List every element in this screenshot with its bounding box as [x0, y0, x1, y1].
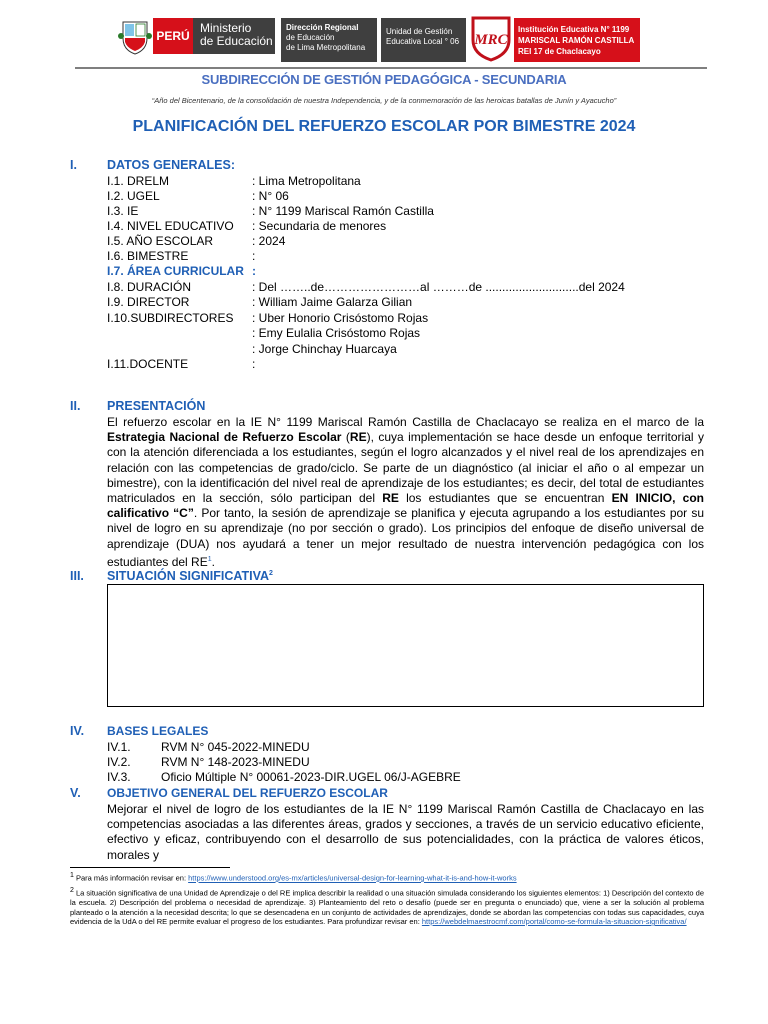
presentacion-paragraph: El refuerzo escolar en la IE N° 1199 Mariscal Ramón Castilla de Chaclacayo se realiza en el marco de la Estrategia Nacional de Refuerzo Escolar (RE), cuya implementación se hace desde un enfoque territorial y con la atención diferenciada a los estudiantes, según el logro alcanzados y el nivel real de los aprendizajes en relación con las competencias de grado/ciclo. Se parte de un diagnóstico (al iniciar el año o al empezar un bimestre), con la identificación del nivel real de aprendizaje de los estudiantes; es decir, del total de estudiantes matriculados en la sección, sólo participan del RE los estudiantes que se encuentran EN INICIO, con calificativo “C”. Por tanto, la sesión de aprendizaje se planifica y ejecuta agrupando a los estudiantes por su nivel de logro en su aprendizaje (no por sección o grado). Los principios del enfoque de diseño universal de aprendizaje (DUA) nos ayudará a tener un mejor resultado de nuestra intervención pedagógica con los estudiantes del $RE^1$.: [107, 415, 704, 569]
footnote-2: $^2$ La situación significativa de una Unidad de Aprendizaje o del RE implica describir la realidad o una situación simulada considerando los siguientes elementos: 1) Descripción del contexto de la escuela. 2) Descripción del problema o necesidad de aprendizaje. 3) Planteamiento del reto o desafío (puede ser en pregunta o enunciado) que, viene a ser la solución al problema planteado o la atención a la necesidad descrita; lo que se desencadena en un conjunto de actividades de aprendizajes, donde se abordan las competencias con todas sus capacidades, cuya evidencia de la UdA o del RE permite evaluar el progreso de los estudiantes. Para profundizar revisar en: https://webdelmaestrocmf.com/portal/como-se-formula-la-situacion-significativa/: [70, 887, 704, 926]
svg-text:MRC: MRC: [474, 32, 508, 48]
mrc-school-logo: [469, 14, 513, 62]
footnote-divider: [70, 867, 230, 868]
ministerio-label: Ministerio de Educación: [193, 18, 275, 54]
year-motto: “Año del Bicentenario, de la consolidación de nuestra Independencia, y de la conmemoración de las heroicas batallas de Junín y Ayacucho”: [151, 96, 617, 105]
ugel-label: Unidad de Gestión Educativa Local ° 06: [381, 18, 466, 62]
header-divider: [75, 67, 707, 69]
footnote-ref-2: 2: [269, 569, 273, 577]
section-5-title: OBJETIVO GENERAL DEL REFUERZO ESCOLAR: [107, 786, 388, 800]
section-4-number: IV.: [70, 724, 85, 738]
section-1-number: I.: [70, 158, 77, 172]
section-3-title: SITUACIÓN SIGNIFICATIVA$^2$: [107, 569, 273, 583]
footnote-1-link[interactable]: https://www.understood.org/es-mx/articles/universal-design-for-learning-what-it-is-and-how-it-works: [188, 873, 517, 883]
peru-brand: PERÚ: [153, 18, 193, 54]
footnote-2-link[interactable]: https://webdelmaestrocmf.com/portal/como-se-formula-la-situacion-significativa/: [421, 917, 687, 926]
section-5-number: V.: [70, 786, 81, 800]
section-1-title: DATOS GENERALES:: [107, 158, 236, 172]
direccion-regional-label: Dirección Regional de Educación de Lima Metropolitana: [281, 18, 377, 62]
section-4-title: BASES LEGALES: [107, 724, 209, 738]
section-2-title: PRESENTACIÓN: [107, 399, 206, 413]
subdireccion-heading: SUBDIRECCIÓN DE GESTIÓN PEDAGÓGICA - SECUNDARIA: [201, 72, 567, 87]
peru-shield-logo: [117, 16, 153, 56]
situacion-significativa-box[interactable]: [107, 584, 704, 707]
footnote-1: $^1$ Para más información revisar en: https://www.understood.org/es-mx/articles/universal-design-for-learning-what-it-is-and-how-it-works: [70, 872, 517, 883]
institucion-label: Institución Educativa N° 1199 MARISCAL RAMÓN CASTILLA REI 17 de Chaclacayo: [514, 18, 640, 62]
section-3-number: III.: [70, 569, 84, 583]
footnote-ref-1: 1: [207, 555, 212, 563]
section-2-number: II.: [70, 399, 81, 413]
document-title: PLANIFICACIÓN DEL REFUERZO ESCOLAR POR BIMESTRE 2024: [132, 118, 636, 135]
objetivo-paragraph: Mejorar el nivel de logro de los estudiantes de la IE N° 1199 Mariscal Ramón Castilla de Chaclacayo en las competencias asociadas a las diferentes áreas, grados y secciones, a través de un servicio educativo eficiente, efectivo y eficaz, contribuyendo con el desarrollo de sus potencialidades, con la práctica de valores éticos, morales y: [107, 802, 704, 862]
